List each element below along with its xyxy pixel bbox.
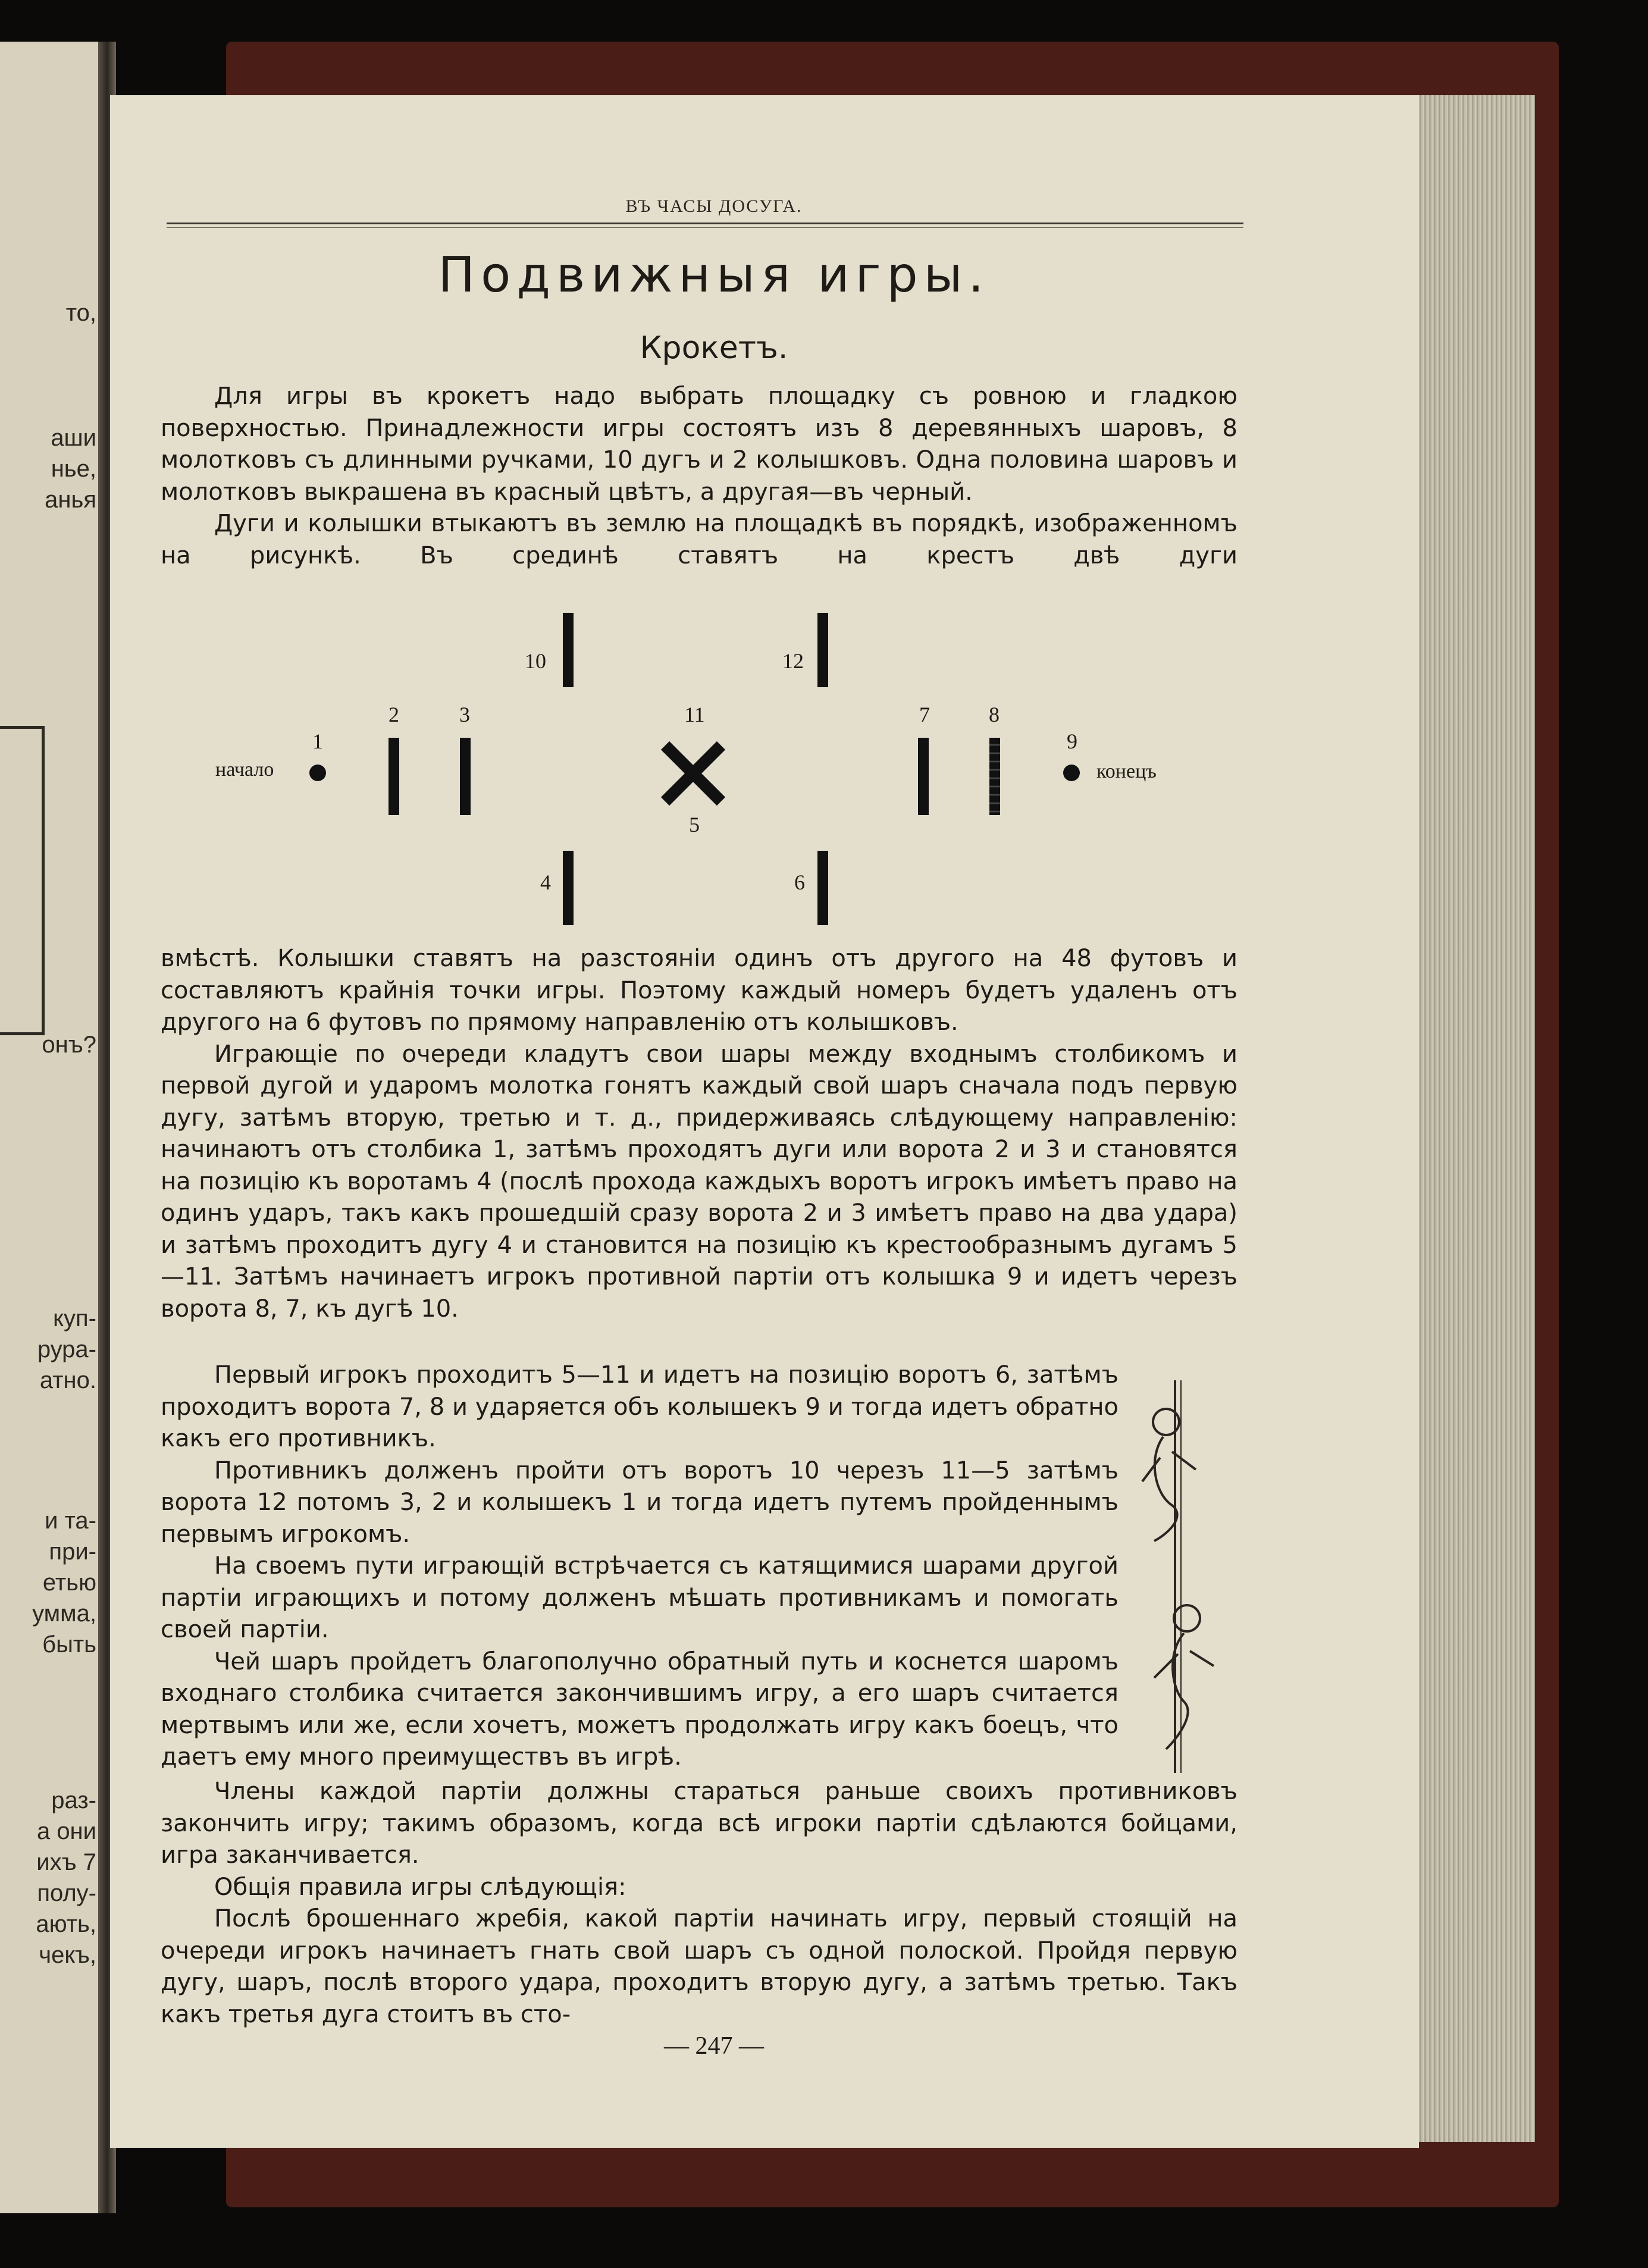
number-label: 4: [540, 870, 551, 894]
paragraph: Дуги и колышки втыкаютъ въ землю на площадкѣ въ порядкѣ, изображенномъ на рисункѣ. Въ срединѣ ставятъ на крестъ двѣ дуги: [161, 510, 1237, 569]
header-rule: [167, 223, 1243, 224]
left-page-fragment: умма,: [32, 1600, 96, 1627]
left-page-fragment: атно.: [39, 1367, 96, 1393]
hoop-7: [918, 738, 929, 815]
paragraph: Противникъ долженъ пройти отъ воротъ 10 черезъ 11—5 затѣмъ ворота 12 потомъ 3, 2 и колышекъ 1 и тогда идетъ путемъ пройденнымъ первымъ игрокомъ.: [161, 1456, 1118, 1548]
left-page-fragment: полу-: [37, 1880, 96, 1906]
left-page-fragment: чекъ,: [39, 1942, 96, 1968]
number-label: 10: [525, 649, 546, 673]
running-head: ВЪ ЧАСЫ ДОСУГА.: [625, 196, 803, 216]
number-label: 9: [1067, 729, 1077, 753]
rules-text: [161, 943, 1237, 1325]
paragraph: На своемъ пути играющій встрѣчается съ катящимися шарами другой партіи играющихъ и потому долженъ мѣшать противникамъ и помогать своей партіи.: [161, 1552, 1118, 1643]
hoop-12: [817, 613, 828, 687]
end-label: конецъ: [1096, 760, 1157, 782]
paragraph: Послѣ брошеннаго жребія, какой партіи начинать игру, первый стоящій на очереди игрокъ начинаетъ гнать свой шаръ съ одной полоской. Пройдя первую дугу, шаръ, послѣ второго удара, проходитъ вторую дугу, а затѣмъ третью. Такъ какъ третья дуга стоитъ въ сто-: [161, 1905, 1237, 2028]
paragraph: Общія правила игры слѣдующія:: [214, 1873, 626, 1901]
left-page-fragment: онъ?: [42, 1032, 96, 1058]
number-label: 3: [459, 703, 470, 726]
rules-text-narrow: [161, 1359, 1118, 1774]
left-page-fragment: анья: [45, 487, 96, 513]
left-page-fragment: куп-: [53, 1305, 96, 1332]
number-label: 6: [794, 870, 805, 894]
hoop-10: [563, 613, 574, 687]
hoop-4: [563, 851, 574, 925]
croquet-layout-diagram: [161, 613, 1232, 946]
closing-text: [161, 1776, 1237, 2031]
page-number: — 247 —: [664, 2032, 764, 2060]
crossed-hoops-5-11: [660, 741, 726, 806]
start-label: начало: [215, 759, 274, 781]
hoop-2: [388, 738, 399, 815]
number-label: 8: [989, 703, 1000, 726]
left-page-fragment: быть: [42, 1631, 96, 1658]
left-page-fragment: а они: [36, 1818, 96, 1844]
paragraph: Члены каждой партіи должны стараться раньше своихъ противниковъ закончить игру; такимъ образомъ, когда всѣ игроки партіи сдѣлаются бойцами, игра заканчивается.: [161, 1778, 1237, 1869]
left-page-fragment: етью: [42, 1570, 96, 1596]
number-label: 5: [689, 813, 700, 837]
header-rule-thin: [167, 227, 1243, 228]
hoop-3: [460, 738, 471, 815]
left-page-fragment: и та-: [45, 1508, 96, 1534]
paragraph: вмѣстѣ. Колышки ставятъ на разстояніи одинъ отъ другого на 48 футовъ и составляютъ крайнія точки игры. Поэтому каждый номеръ будетъ удаленъ отъ другого на 6 футовъ по прямому направленію отъ колышковъ.: [161, 945, 1237, 1036]
intro-text: [161, 381, 1237, 572]
article-title: Подвижныя игры.: [438, 247, 990, 303]
hoop-6: [817, 851, 828, 925]
number-label: 2: [388, 703, 399, 726]
left-page-fragment: то,: [65, 300, 96, 326]
climbing-children-illustration: [1130, 1380, 1220, 1773]
article-subtitle: Крокетъ.: [640, 330, 788, 366]
hoop-8: [989, 738, 1000, 815]
paragraph: Играющіе по очереди кладутъ свои шары между входнымъ столбикомъ и первой дугой и ударомъ молотка гонятъ каждый свой шаръ сначала подъ первую дугу, затѣмъ вторую, третью и т. д., придерживаясь слѣдующему направленію: начинаютъ отъ столбика 1, затѣмъ проходятъ дуги или ворота 2 и 3 и становятся на позицію къ воротамъ 4 (послѣ прохода каждыхъ воротъ игрокъ имѣетъ право на одинъ ударъ, такъ какъ прошедшій сразу ворота 2 и 3 имѣетъ право на два удара) и затѣмъ проходитъ дугу 4 и становится на позицію къ крестообразнымъ дугамъ 5—11. Затѣмъ начинаетъ игрокъ противной партіи отъ колышка 9 и идетъ черезъ ворота 8, 7, къ дугѣ 10.: [161, 1040, 1237, 1323]
left-page-fragment: нье,: [51, 456, 96, 482]
left-page-fragment: ихъ 7: [36, 1849, 96, 1875]
paragraph: Первый игрокъ проходитъ 5—11 и идетъ на позицію воротъ 6, затѣмъ проходитъ ворота 7, 8 и ударяется объ колышекъ 9 и тогда идетъ обратно какъ его противникъ.: [161, 1361, 1118, 1452]
number-label: 1: [312, 729, 323, 753]
left-page-fragment: рура-: [37, 1336, 96, 1362]
left-page-fragment: аши: [51, 425, 96, 451]
paragraph: Чей шаръ пройдетъ благополучно обратный путь и коснется шаромъ входнаго столбика считается закончившимъ игру, а его шаръ считается мертвымъ или же, если хочетъ, можетъ продолжать игру какъ боецъ, что даетъ ему много преимуществъ въ игрѣ.: [161, 1647, 1118, 1771]
number-label: 11: [684, 703, 705, 726]
left-page-fragment: ають,: [36, 1911, 96, 1937]
number-label: 12: [782, 649, 804, 673]
left-page: [0, 42, 101, 2213]
stake-9: [1063, 765, 1080, 781]
stake-1: [309, 765, 326, 781]
left-page-illustration: [0, 726, 45, 1035]
left-page-fragment: при-: [49, 1539, 96, 1565]
number-label: 7: [919, 703, 930, 726]
left-page-fragment: раз-: [51, 1787, 96, 1813]
paragraph: Для игры въ крокетъ надо выбрать площадку съ ровною и гладкою поверхностью. Принадлежности игры состоятъ изъ 8 деревянныхъ шаровъ, 8 молотковъ съ длинными ручками, 10 дугъ и 2 колышковъ. Одна половина шаровъ и молотковъ выкрашена въ красный цвѣтъ, а другая—въ черный.: [161, 383, 1237, 506]
